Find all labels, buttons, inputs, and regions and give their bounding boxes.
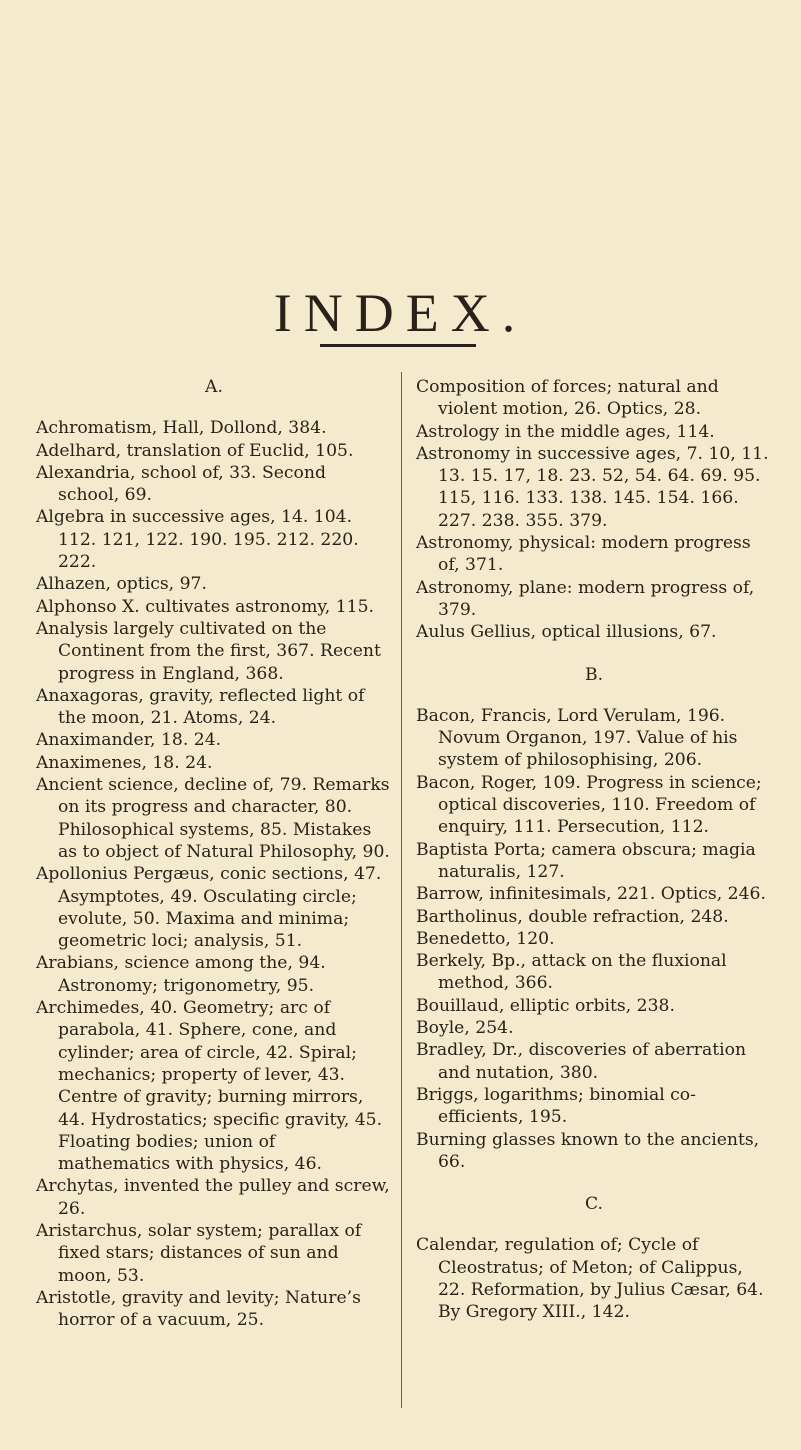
index-entry: Adelhard, translation of Euclid, 105. (36, 440, 354, 461)
index-entry: Alhazen, optics, 97. (36, 574, 207, 595)
index-entry: Briggs, logarithms; binomial co-efficients, 195. (416, 1084, 696, 1128)
index-entry: Anaximenes, 18. 24. (36, 752, 213, 773)
index-entry: Astrology in the middle ages, 114. (416, 421, 715, 442)
index-entry: Astronomy in successive ages, 7. 10, 11. 13. 15. 17, 18. 23. 52, 54. 64. 69. 95. 115, 116. 133. 138. 145. 154. 166. 227. 238. 355. 379. (416, 443, 769, 531)
index-entry: Bradley, Dr., discoveries of aberration and nutation, 380. (416, 1040, 747, 1083)
index-entry: Archimedes, 40. Geometry; arc of parabola, 41. Sphere, cone, and cylinder; area of circle, 42. Spiral; mechanics; property of lever, 43. Centre of gravity; burning mirrors, 44. Hydrostatics; specific gravity, 45. Floating bodies; union of mathematics with physics, 46. (36, 998, 383, 1175)
index-entry: Arabians, science among the, 94. Astronomy; trigonometry, 95. (36, 953, 326, 996)
section-letter: B. (584, 664, 604, 685)
index-entry: Berkely, Bp., attack on the fluxional method, 366. (416, 951, 727, 994)
section-letter: A. (205, 377, 223, 397)
index-entry: Boyle, 254. (416, 1018, 514, 1039)
index-entry: Aulus Gellius, optical illusions, 67. (416, 622, 717, 643)
index-entry: Bacon, Roger, 109. Progress in science; optical discoveries, 110. Freedom of enquiry, 111. Persecution, 112. (416, 772, 762, 838)
index-column-right (416, 376, 772, 1324)
index-column-left (36, 376, 392, 1331)
index-entry: Archytas, invented the pulley and screw, 26. (36, 1176, 390, 1219)
index-entry: Aristotle, gravity and levity; Nature’s horror of a vacuum, 25. (36, 1287, 361, 1331)
index-entry: Benedetto, 120. (416, 928, 555, 949)
index-entry: Bartholinus, double refraction, 248. (416, 906, 729, 927)
title-rule (320, 344, 476, 347)
index-entry: Aristarchus, solar system; parallax of fixed stars; distances of sun and moon, 53. (36, 1220, 362, 1286)
index-entry: Barrow, infinitesimals, 221. Optics, 246. (416, 884, 766, 905)
index-entry: Baptista Porta; camera obscura; magia naturalis, 127. (416, 839, 756, 882)
index-entry: Burning glasses known to the ancients, 66. (416, 1129, 760, 1172)
index-entry: Calendar, regulation of; Cycle of Cleostratus; of Meton; of Calippus, 22. Reformation, by Julius Cæsar, 64. By Gregory XIII., 142. (416, 1235, 764, 1323)
index-entry: Astronomy, plane: modern progress of, 379. (416, 577, 755, 620)
index-entry: Ancient science, decline of, 79. Remarks on its progress and character, 80. Philosophical systems, 85. Mistakes as to object of Natural Philosophy, 90. (36, 775, 390, 862)
index-entry: Analysis largely cultivated on the Continent from the first, 367. Recent progress in England, 368. (36, 618, 381, 684)
index-entry: Alexandria, school of, 33. Second school, 69. (36, 462, 326, 506)
index-entry: Achromatism, Hall, Dollond, 384. (36, 418, 327, 439)
index-entry: Algebra in successive ages, 14. 104. 112. 121, 122. 190. 195. 212. 220. 222. (36, 507, 359, 573)
column-divider (401, 372, 402, 1408)
index-entry: Alphonso X. cultivates astronomy, 115. (36, 596, 374, 617)
index-entry: Apollonius Pergæus, conic sections, 47. Asymptotes, 49. Osculating circle; evolute, 50. Maxima and minima; geometric loci; analysis, 51. (36, 864, 382, 952)
section-letter: C. (584, 1194, 603, 1215)
index-entry: Bouillaud, elliptic orbits, 238. (416, 995, 675, 1016)
page-title: INDEX. (273, 283, 528, 343)
index-entry: Composition of forces; natural and violent motion, 26. Optics, 28. (416, 377, 719, 420)
index-entry: Anaxagoras, gravity, reflected light of the moon, 21. Atoms, 24. (36, 685, 365, 729)
index-entry: Bacon, Francis, Lord Verulam, 196. Novum Organon, 197. Value of his system of philosophising, 206. (416, 705, 738, 771)
index-entry: Anaximander, 18. 24. (36, 730, 222, 751)
index-entry: Astronomy, physical: modern progress of, 371. (416, 533, 751, 576)
